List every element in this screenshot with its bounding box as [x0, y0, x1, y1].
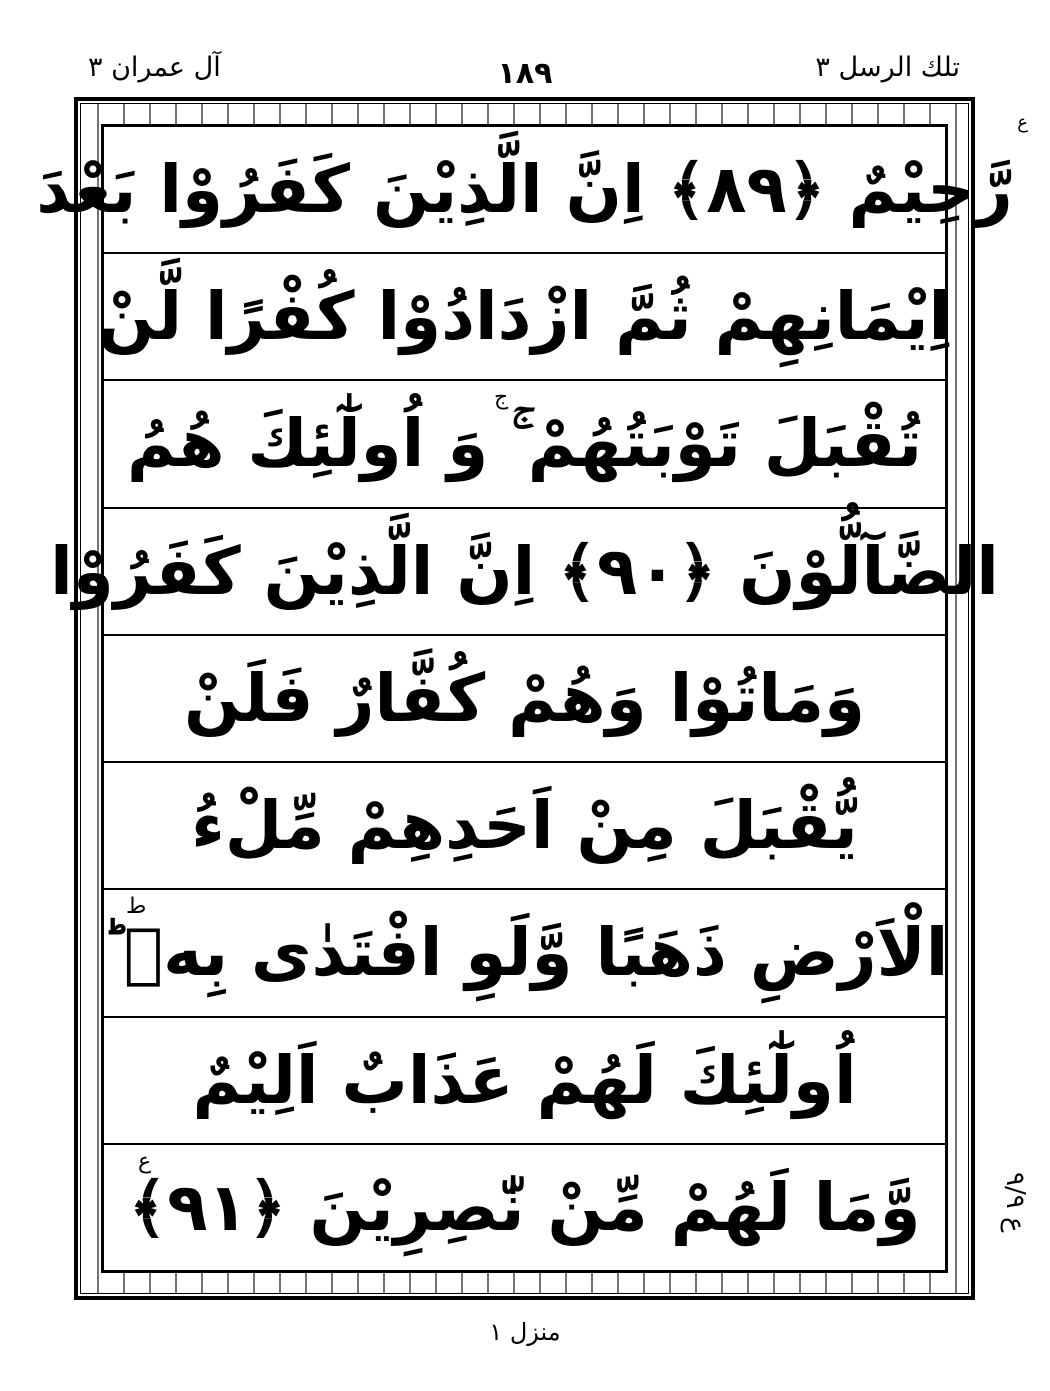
text-line-7	[100, 890, 949, 1017]
text-line-4	[50, 509, 999, 636]
waqf-mark-jeem: ج	[494, 385, 509, 411]
text-line-2	[97, 254, 952, 381]
line-text: وَمَاتُوْا وَهُمْ كُفَّارٌ فَلَنْ	[183, 659, 866, 737]
text-line-9	[104, 1145, 945, 1270]
line-text: اُولٰٓئِكَ لَهُمْ عَذَابٌ اَلِيْمٌ	[192, 1041, 857, 1119]
waqf-mark-taa: ط	[126, 894, 147, 920]
ruku-mark-ain: ع	[138, 1148, 152, 1174]
text-line-6	[104, 763, 945, 890]
text-line-8	[104, 1018, 945, 1145]
page-number: ١٨٩	[497, 56, 553, 91]
text-panel	[36, 124, 1013, 1273]
text-line-3	[104, 381, 945, 508]
line-text: اِيْمَانِهِمْ ثُمَّ ازْدَادُوْا كُفْرًا لَّنْ	[97, 278, 952, 356]
line-text: يُّقْبَلَ مِنْ اَحَدِهِمْ مِّلْءُ	[191, 787, 858, 865]
header-surah-name: آل عمران ٣	[88, 52, 221, 83]
line-text: الْاَرْضِ ذَهَبًا وَّلَوِ افْتَدٰى بِهٖ ؕ	[100, 914, 949, 992]
line-text: تُقْبَلَ تَوْبَتُهُمْ ۚ وَ اُولٰٓئِكَ هُمُ	[126, 404, 923, 482]
text-line-5	[104, 636, 945, 763]
ruku-mark: ع ٩/٩	[1000, 1172, 1030, 1233]
header-juz-name: تلك الرسل ٣	[815, 52, 960, 83]
line-text: وَّمَا لَهُمْ مِّنْ نّٰصِرِيْنَ ﴿٩١﴾	[128, 1168, 921, 1246]
line-text: الضَّآلُّوْنَ ﴿٩٠﴾ اِنَّ الَّذِيْنَ كَفَرُوْا	[50, 532, 999, 610]
manzil-footer: منزل ١	[489, 1318, 561, 1346]
line-text: رَّحِيْمٌ ﴿٨٩﴾ اِنَّ الَّذِيْنَ كَفَرُوْا بَعْدَ	[36, 151, 1013, 229]
margin-mark-top: ع	[1017, 112, 1028, 133]
text-line-1	[36, 127, 1013, 254]
